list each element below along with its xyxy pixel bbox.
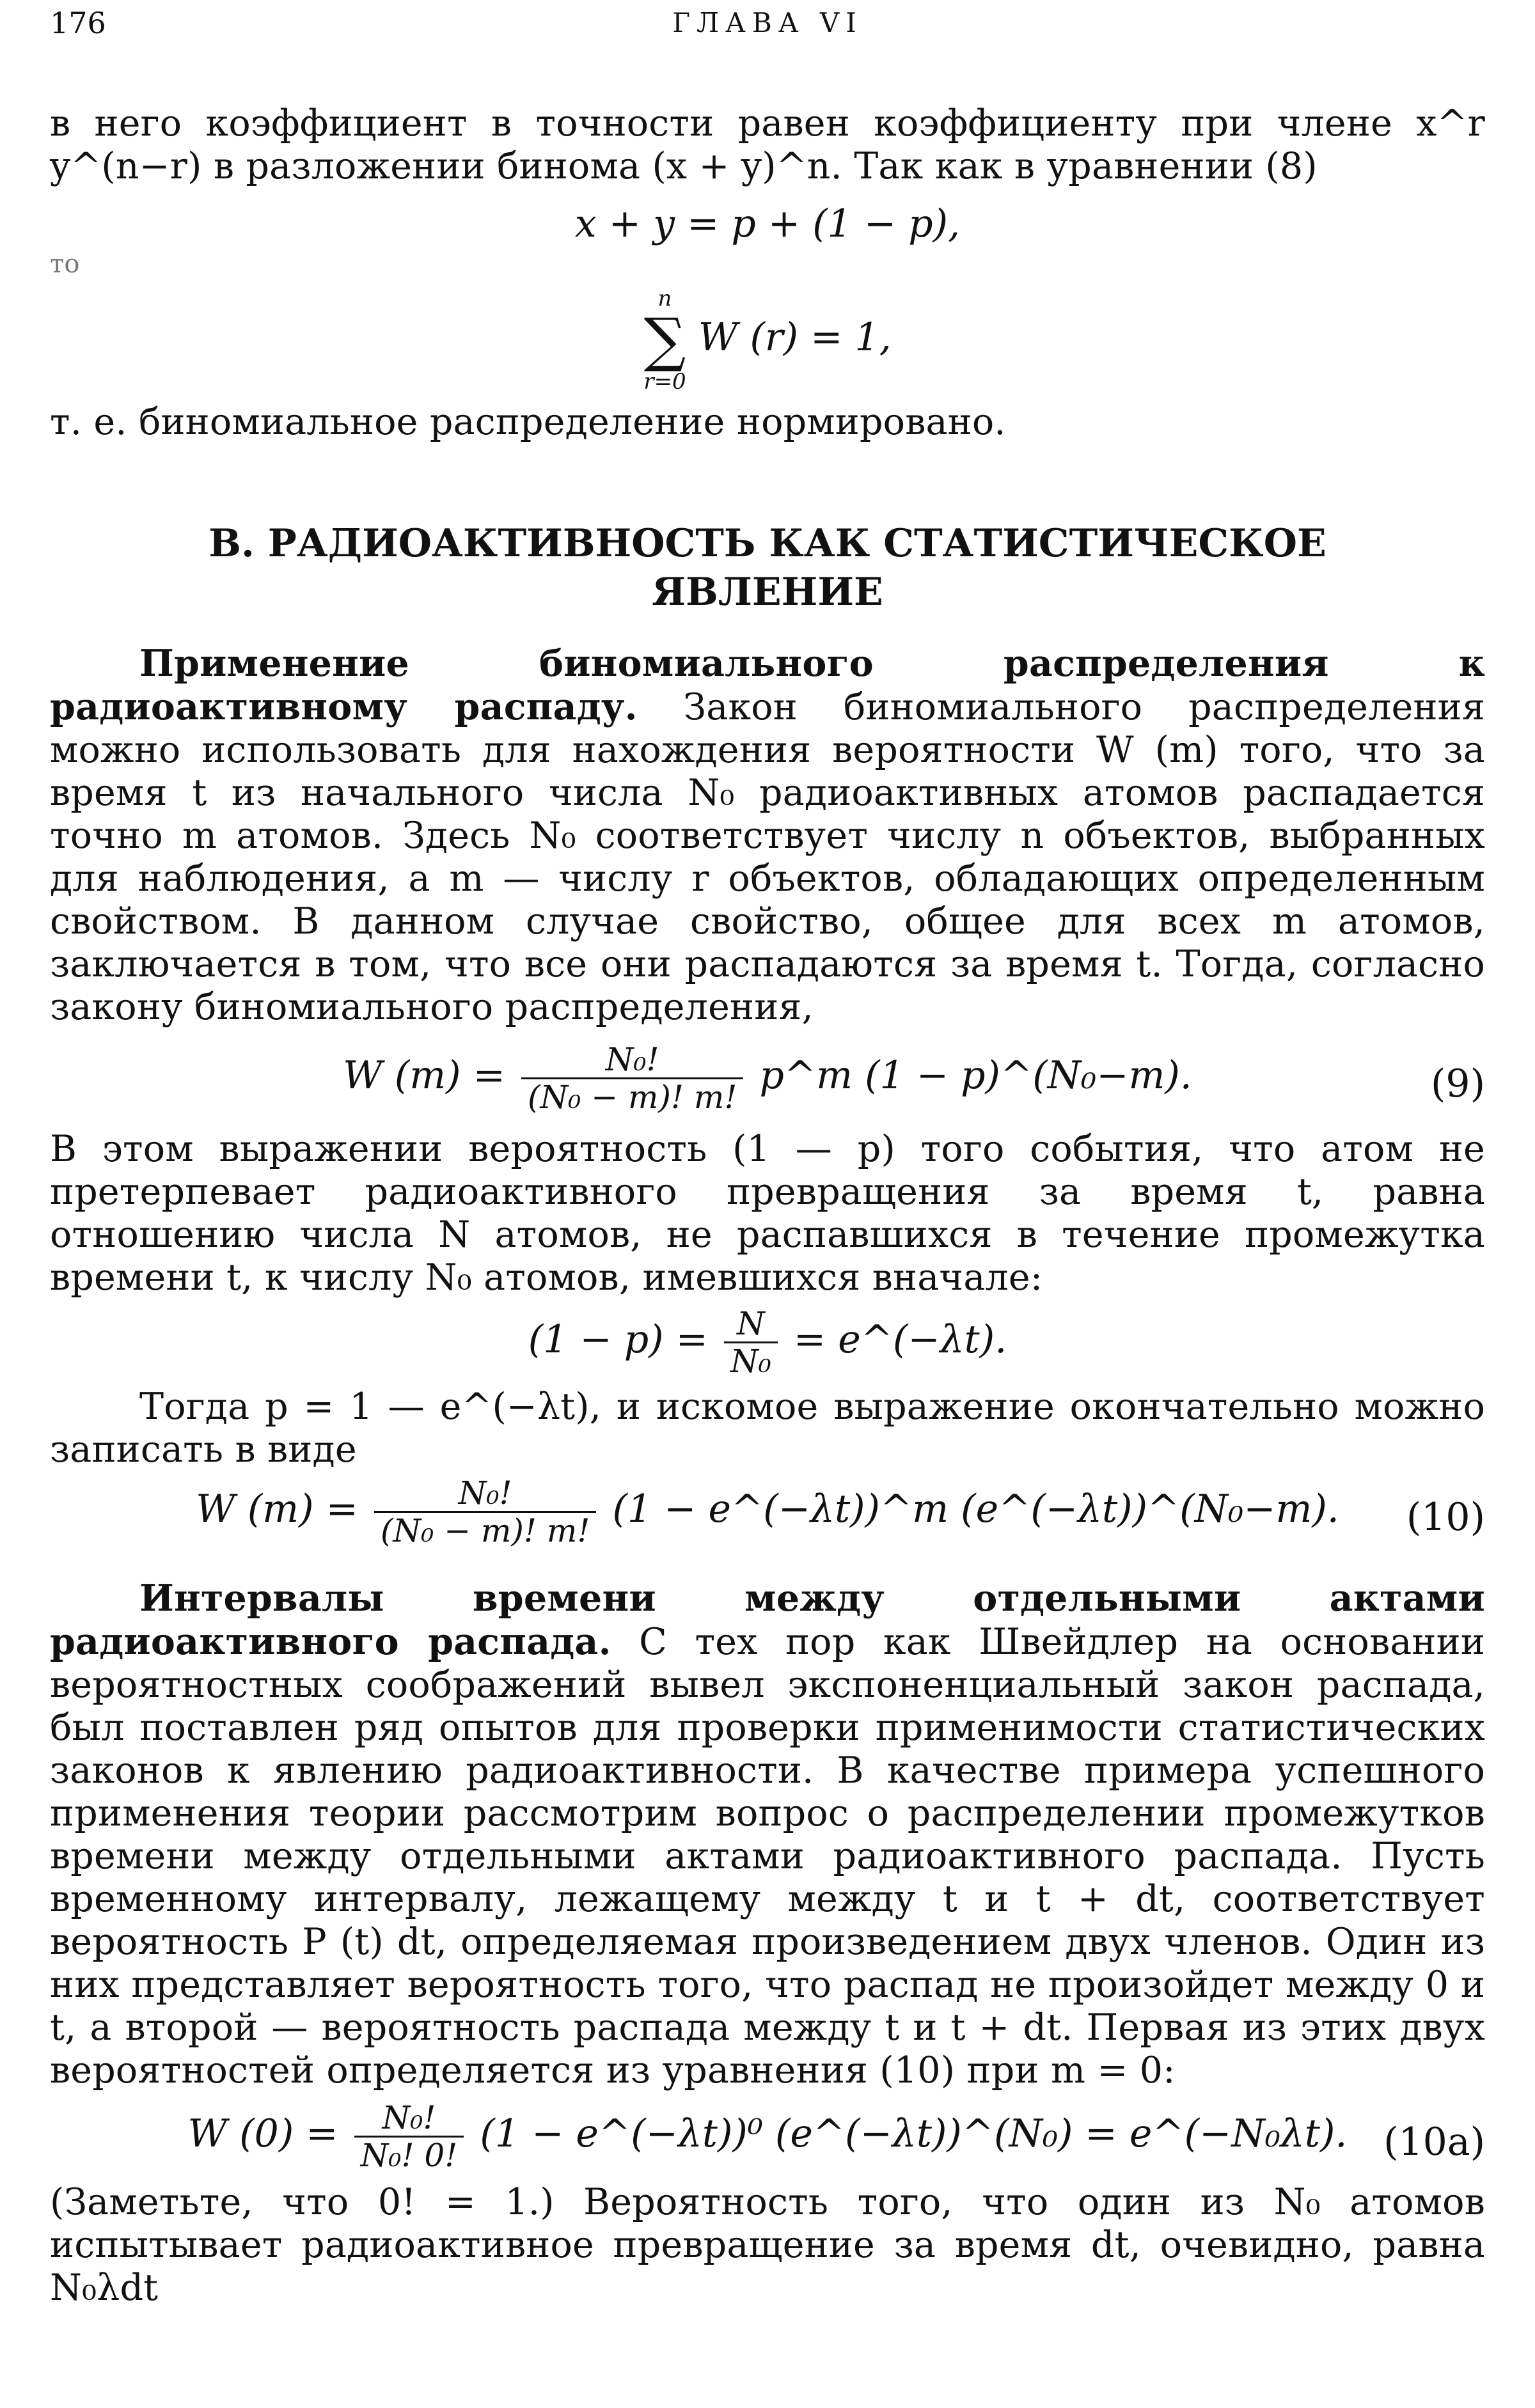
chapter-title: ГЛАВА VI: [672, 7, 863, 38]
equation-ratio: [50, 1306, 1485, 1379]
equation-9-lhs: W (m) =: [343, 1053, 505, 1098]
paragraph-normalized: т. е. биномиальное распределение нормировано.: [50, 401, 1006, 443]
equation-10-denominator: (N₀ − m)! m!: [381, 1512, 590, 1549]
text-block: [50, 102, 1485, 2310]
equation-10a-rhs: (1 − e^(−λt))⁰ (e^(−λt))^(N₀) = e^(−N₀λt).: [480, 2111, 1348, 2157]
equation-normalization-body: W (r) = 1,: [698, 315, 892, 360]
paragraph-intervals-text: С тех пор как Швейдлер на основании вероятностных соображений вывел экспоненциальный закон распада, был поставлен ряд опытов для проверки применимости статистических законов к явлению радиоактивности. В качестве примера успешного применения теории рассмотрим вопрос о распределении промежутков времени между отдельными актами радиоактивного распада. Пусть временному интервалу, лежащему между t и t + dt, соответствует вероятность P (t) dt, определяемая произведением двух членов. Один из них представляет вероятность того, что распад не произойдет между 0 и t, а второй — вероятность распада между t и t + dt. Первая из этих двух вероятностей определяется из уравнения (10) при m = 0:: [50, 1621, 1485, 2091]
equation-10-label: (10): [1406, 1495, 1485, 1540]
section-title-line1: В. РАДИОАКТИВНОСТЬ КАК СТАТИСТИЧЕСКОЕ: [209, 521, 1326, 566]
equation-sum-text: x + y = p + (1 − p),: [574, 201, 961, 246]
equation-sum: [50, 199, 1485, 248]
running-header: [50, 4, 1485, 42]
sum-upper-limit: n: [657, 286, 672, 311]
equation-10a-label: (10a): [1383, 2120, 1485, 2164]
equation-9: [50, 1042, 1485, 1115]
sum-lower-limit: r=0: [643, 369, 686, 395]
equation-10-fraction: [374, 1475, 596, 1549]
paragraph-top: в него коэффициент в точности равен коэффициенту при члене x^r y^(n−r) в разложении бинома (x + y)^n. Так как в уравнении (8): [50, 102, 1485, 187]
paragraph-probability: В этом выражении вероятность (1 — p) того события, что атом не претерпевает радиоактивного превращения за время t, равна отношению числа N атомов, не распавшихся в течение промежутка времени t, к числу N₀ атомов, имевшихся вначале:: [50, 1128, 1485, 1299]
equation-ratio-denominator: N₀: [730, 1343, 771, 1380]
section-title-line2: ЯВЛЕНИЕ: [652, 570, 883, 614]
paragraph-binomial: [50, 642, 1485, 1029]
summation-sign: n ∑ r=0: [643, 286, 686, 395]
page-number: 176: [50, 6, 106, 40]
equation-10: [50, 1475, 1485, 1549]
equation-10-numerator: N₀!: [374, 1475, 596, 1513]
equation-10-rhs: (1 − e^(−λt))^m (e^(−λt))^(N₀−m).: [612, 1487, 1339, 1532]
paragraph-binomial-text: Закон биномиального распределения можно использовать для нахождения вероятности W (m) того, что за время t из начального числа N₀ радиоактивных атомов распадается точно m атомов. Здесь N₀ соответствует числу n объектов, выбранных для наблюдения, а m — числу r объектов, обладающих определенным свойством. В данном случае свойство, общее для всех m атомов, заключается в том, что все они распадаются за время t. Тогда, согласно закону биномиального распределения,: [50, 686, 1486, 1028]
paragraph-intervals-heading: Интервалы времени между отдельными актами радиоактивного распада.: [50, 1577, 1485, 1663]
equation-10a: [50, 2100, 1485, 2173]
equation-9-label: (9): [1431, 1061, 1485, 1106]
paragraph-binomial-heading: Применение биномиального распределения к радиоактивному распаду.: [50, 642, 1485, 728]
paragraph-then: Тогда p = 1 — e^(−λt), и искомое выражение окончательно можно записать в виде: [50, 1386, 1485, 1471]
word-to: то: [50, 249, 80, 279]
equation-ratio-fraction: [724, 1306, 778, 1379]
equation-ratio-rhs: = e^(−λt).: [793, 1317, 1007, 1363]
equation-9-rhs: p^m (1 − p)^(N₀−m).: [759, 1053, 1192, 1098]
equation-normalization: [50, 286, 1485, 395]
equation-ratio-lhs: (1 − p) =: [528, 1317, 708, 1363]
equation-10a-numerator: N₀!: [354, 2100, 464, 2138]
equation-9-denominator: (N₀ − m)! m!: [528, 1079, 737, 1116]
equation-9-numerator: N₀!: [521, 1042, 743, 1079]
equation-10a-denominator: N₀! 0!: [360, 2137, 458, 2174]
equation-10a-fraction: [354, 2100, 464, 2173]
paragraph-note: (Заметьте, что 0! = 1.) Вероятность того, что один из N₀ атомов испытывает радиоактивное превращение за время dt, очевидно, равна N₀λdt: [50, 2181, 1485, 2309]
equation-10-lhs: W (m) =: [196, 1487, 358, 1532]
equation-10a-lhs: W (0) =: [187, 2111, 338, 2157]
equation-9-fraction: [521, 1042, 743, 1115]
paragraph-intervals: [50, 1577, 1485, 2092]
equation-ratio-numerator: N: [724, 1306, 778, 1343]
section-heading: [50, 519, 1485, 616]
